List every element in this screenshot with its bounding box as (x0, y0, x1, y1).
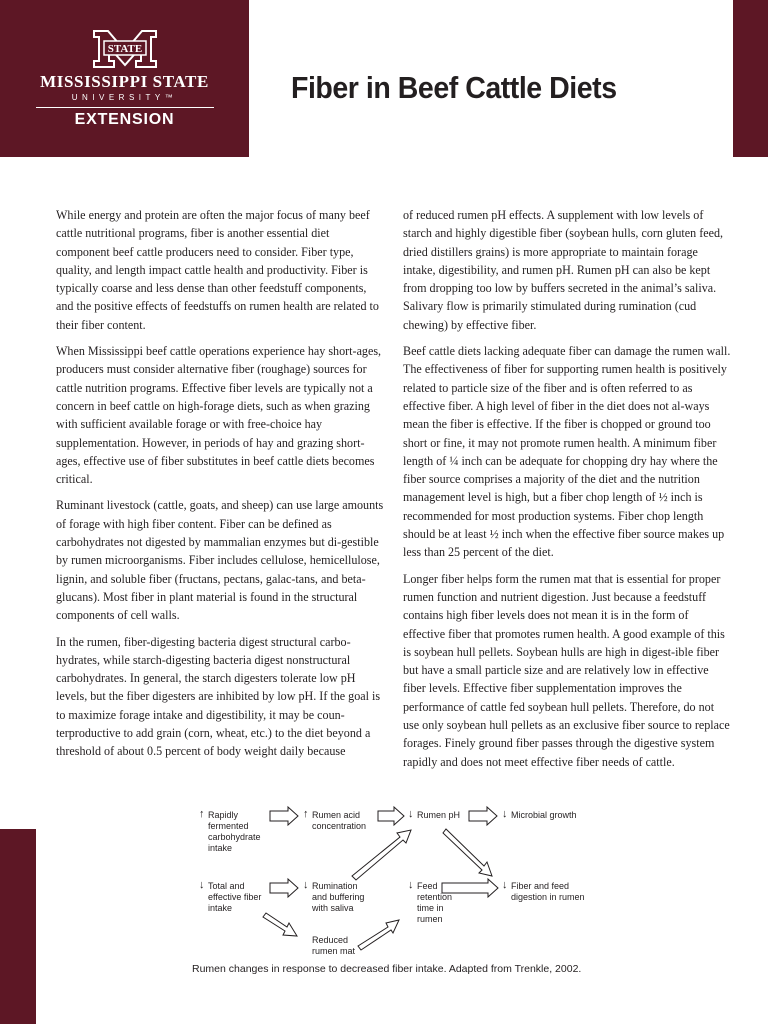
paragraph: While energy and protein are often the major focus of many beef cattle nutritional programs, fiber is another essential diet component beef cattle producers need to consider. Fiber type, quality, and length impact cattle health and productivity. Fiber is typically coarse and less dense than other feedstuff components, and the positive effects of feedstuffs on rumen health are related to their fiber content. (56, 208, 379, 332)
increase-arrow-icon: ↑ (199, 808, 205, 820)
rumen-flow-diagram (190, 800, 600, 960)
logo-divider (36, 107, 214, 108)
paragraph: Ruminant livestock (cattle, goats, and sheep) can use large amounts of forage with high fiber content. Fiber can be defined as carbohydrates not digested by mammalian enzymes but di-gestible by rumen microorganisms. Fiber includes cellulose, hemicellulose, lignin, and soluble fiber (fructans, pectans, galac-tans, and beta-glucans). Most fiber in plant material is found in the structural components of cell walls. (56, 498, 384, 623)
node-reduced-rumen-mat: Reduced rumen mat (312, 935, 356, 956)
paragraph: Longer fiber helps form the rumen mat that is essential for proper rumen function and nutrient digestion. Just because a feedstuff contains high fiber levels does not mean it is in the form of effective fiber that promotes rumen health. A good example of this is soybean hull pellets. Soybean hulls are high in digest-ible fiber but have a small particle size and are relatively low in effective fiber levels. Effective fiber supplementation improves the performance of cattle fed soybean hull pellets. Therefore, do not use only soybean hull pellets as an exclusive fiber source to replace forages. Finely ground fiber passes through the digestive system rapidly and does not meet effective fiber needs of cattle. (403, 571, 730, 769)
university-word: UNIVERSITY™ (71, 93, 178, 102)
footer-left-bar (0, 829, 36, 1024)
paragraph: When Mississippi beef cattle operations experience hay short-ages, producers must consider alternative fiber (roughage) sources for cattle nutrition programs. Effective fiber levels are typically not a concern in beef cattle on high-forage diets, such as when grazing with sufficient available forage or with free-choice hay supplementation. However, in periods of hay and grazing short-ages, effective use of fiber substitutes in beef cattle diets becomes critical. (56, 344, 382, 487)
article-column-right (403, 206, 733, 779)
decrease-arrow-icon: ↓ (502, 808, 508, 820)
node-carbohydrate-intake: ↑ Rapidly fermented carbohydrate intake (199, 808, 261, 853)
arrow-ph-to-digestion (443, 829, 492, 876)
increase-arrow-icon: ↑ (303, 808, 309, 820)
decrease-arrow-icon: ↓ (502, 879, 508, 891)
extension-label: EXTENSION (74, 111, 175, 128)
node-rumen-acid: ↑ Rumen acid concentration (303, 808, 367, 831)
node-rumen-ph: ↓ Rumen pH (408, 808, 461, 820)
paragraph: Beef cattle diets lacking adequate fiber can damage the rumen wall. The effectiveness of fiber for supporting rumen health is positively related to particle size of the fiber and is often referred to as effective fiber. A high level of fiber in the diet does not al-ways mean the fiber is effective. If the fiber is chopped or ground too short or fine, it may not promote rumen health. A minimum fiber length of ¼ inch can be adequate for chopping dry hay where the fiber source comprises a majority of the diet and the nutrition management level is high, but a fiber chop length of ½ inch is recommended for most production systems. Fiber chop length should be at least ½ inch when the effective fiber source makes up less than 25 percent of the diet. (403, 344, 731, 560)
msu-extension-logo (0, 0, 249, 157)
arrow-rumination-to-ph (352, 830, 411, 880)
node-feed-retention: ↓ Feed retention time in rumen (408, 879, 453, 924)
msu-m-logo-icon (92, 27, 158, 69)
decrease-arrow-icon: ↓ (408, 879, 414, 891)
page-title: Fiber in Beef Cattle Diets (291, 70, 617, 105)
node-rumination: ↓ Rumination and buffering with saliva (303, 879, 365, 913)
paragraph: of reduced rumen pH effects. A supplement with low levels of starch and highly digestible fiber (soybean hulls, corn gluten feed, dried distillers grains) is more appropriate to maintain forage intake, digestibility, and rumen pH. Rumen pH can also be kept from dropping too low by buffers secreted in the animal’s saliva. Salivary flow is primarily stimulated during rumination (cud chewing) by effective fiber. (403, 208, 724, 332)
node-fiber-intake: ↓ Total and effective fiber intake (199, 879, 262, 913)
node-microbial-growth: ↓ Microbial growth (502, 808, 577, 820)
decrease-arrow-icon: ↓ (303, 879, 309, 891)
node-fiber-digestion: ↓ Fiber and feed digestion in rumen (502, 879, 585, 902)
paragraph: In the rumen, fiber-digesting bacteria digest structural carbo-hydrates, while starch-digesting bacteria digest nonstructural carbohydrates. In general, the starch digesters tolerate low pH levels, but the fiber digesters are inhibited by low pH. If the goal is to maximize forage intake and digestibility, it may be coun-terproductive to add grain (corn, wheat, etc.) to the diet beyond a threshold of about 0.5 percent of body weight daily because (56, 634, 381, 759)
figure-caption: Rumen changes in response to decreased fiber intake. Adapted from Trenkle, 2002. (192, 963, 582, 975)
article-column-left (56, 206, 386, 769)
decrease-arrow-icon: ↓ (408, 808, 414, 820)
arrow-fiber-to-mat (263, 913, 297, 936)
header-right-bar (733, 0, 768, 157)
seal-text: STATE (107, 43, 143, 55)
university-name: MISSISSIPPI STATE (40, 72, 209, 91)
decrease-arrow-icon: ↓ (199, 879, 205, 891)
